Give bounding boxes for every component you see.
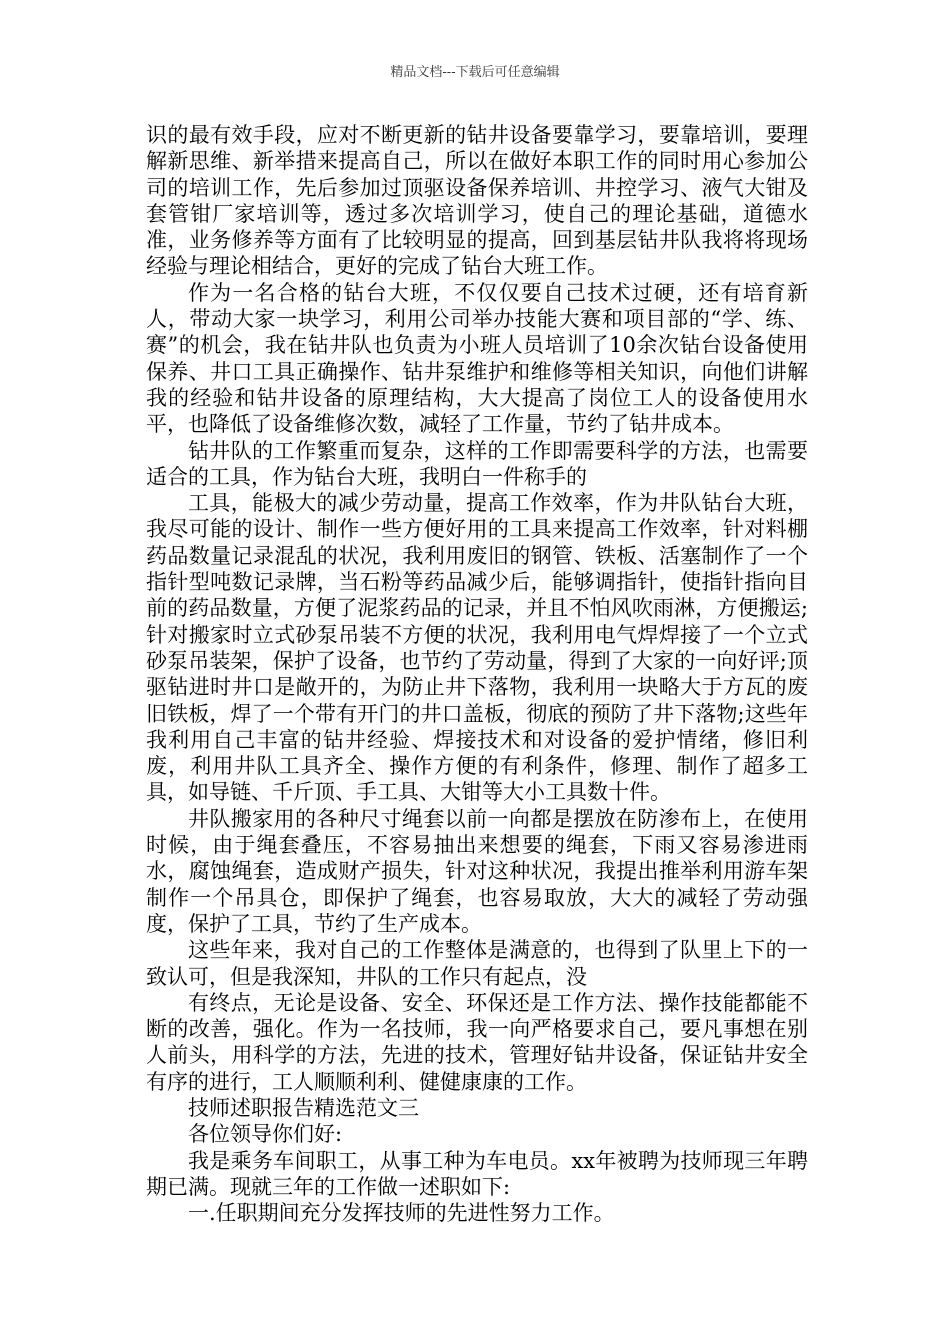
salutation: 各位领导你们好: [188,1122,343,1147]
paragraph-8: 我是乘务车间职工，从事工种为车电员。xx年被聘为技师现三年聘期已满。现就三年的工作做一述职如下: [146,1148,808,1199]
paragraph-2: 作为一名合格的钻台大班，不仅仅要自己技术过硬，还有培育新人，带动大家一块学习，利用公司举办技能大赛和项目部的“学、练、赛”的机会，我在钻井队也负责为小班人员培训了10余次钻台设备使用保养、井口工具正确操作、钻井泵维护和维修等相关知识，向他们讲解我的经验和钻井设备的原理结构，大大提高了岗位工人的设备使用水平，也降低了设备维修次数，减轻了工作量，节约了钻井成本。 [146,280,808,437]
paragraph-7: 有终点，无论是设备、安全、环保还是工作方法、操作技能都能不断的改善，强化。作为一名技师，我一向严格要求自己，要凡事想在别人前头，用科学的方法，先进的技术，管理好钻井设备，保证钻井安全有序的进行，工人顺顺利利、健健康康的工作。 [146,990,808,1094]
paragraph-6: 这些年来，我对自己的工作整体是满意的，也得到了队里上下的一致认可，但是我深知，井队的工作只有起点，没 [146,938,808,989]
page-header: 精品文档---下载后可任意编辑 [390,65,560,80]
document-body [146,122,808,1226]
section-title: 技师述职报告精选范文三 [188,1095,419,1120]
paragraph-3: 钻井队的工作繁重而复杂，这样的工作即需要科学的方法，也需要适合的工具，作为钻台大班，我明白一件称手的 [146,438,808,489]
paragraph-5: 井队搬家用的各种尺寸绳套以前一向都是摆放在防渗布上，在使用时候，由于绳套叠压，不容易抽出来想要的绳套，下雨又容易渗进雨水，腐蚀绳套，造成财产损失，针对这种状况，我提出推举利用游车架制作一个吊具仓，即保护了绳套，也容易取放，大大的减轻了劳动强度，保护了工具，节约了生产成本。 [146,806,808,936]
paragraph-1: 识的最有效手段，应对不断更新的钻井设备要靠学习，要靠培训，要理解新思维、新举措来提高自己，所以在做好本职工作的同时用心参加公司的培训工作，先后参加过顶驱设备保养培训、井控学习、液气大钳及套管钳厂家培训等，透过多次培训学习，使自己的理论基础，道德水准，业务修养等方面有了比较明显的提高，回到基层钻井队我将将现场经验与理论相结合，更好的完成了钻台大班工作。 [146,123,808,279]
paragraph-4: 工具，能极大的减少劳动量，提高工作效率，作为井队钻台大班，我尽可能的设计、制作一些方便好用的工具来提高工作效率，针对料棚药品数量记录混乱的状况，我利用废旧的钢管、铁板、活塞制作了一个指针型吨数记录牌，当石粉等药品减少后，能够调指针，使指针指向目前的药品数量，方便了泥浆药品的记录，并且不怕风吹雨淋，方便搬运;针对搬家时立式砂泵吊装不方便的状况，我利用电气焊焊接了一个立式砂泵吊装架，保护了设备，也节约了劳动量，得到了大家的一向好评;顶驱钻进时井口是敞开的，为防止井下落物，我利用一块略大于方瓦的废旧铁板，焊了一个带有开门的井口盖板，彻底的预防了井下落物;这些年我利用自己丰富的钻井经验、焊接技术和对设备的爱护情绪，修旧利废，利用井队工具齐全、操作方便的有利条件，修理、制作了超多工具，如导链、千斤顶、手工具、大钳等大小工具数十件。 [146,491,808,805]
list-item-1: 一.任职期间充分发挥技师的先进性努力工作。 [188,1201,615,1226]
